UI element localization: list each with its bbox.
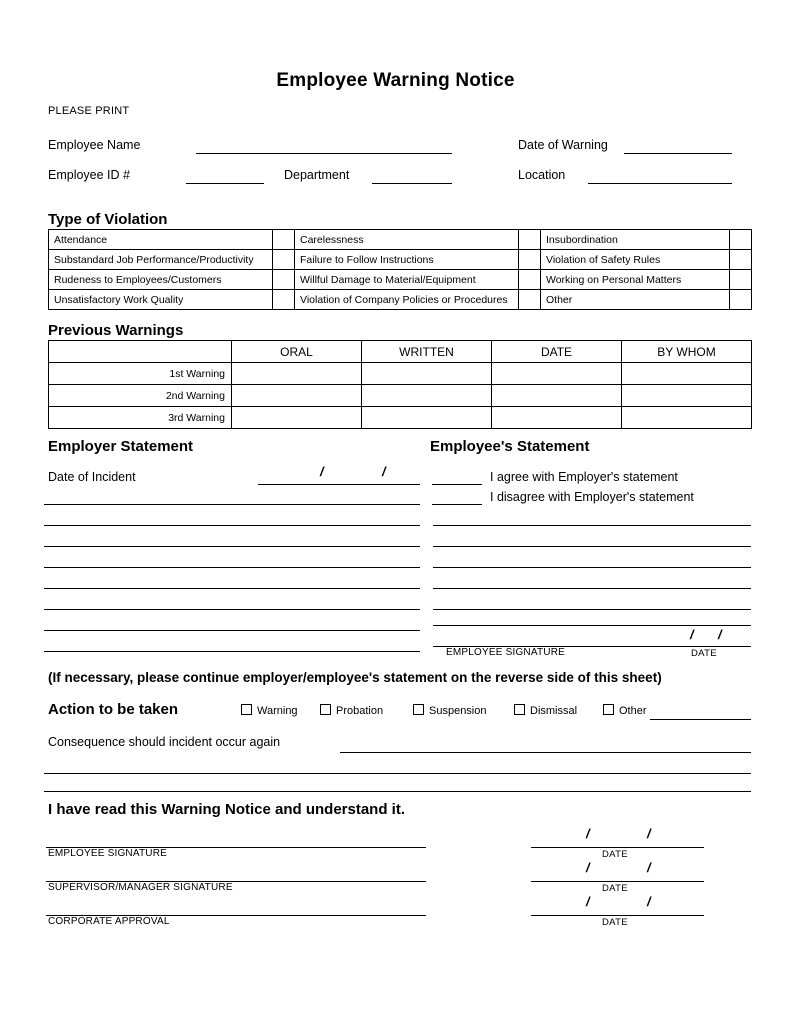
warnings-col-date: DATE	[492, 341, 622, 363]
location-label: Location	[518, 168, 566, 182]
date-slash-icon: /	[586, 860, 590, 875]
violation-checkbox-other[interactable]	[730, 290, 752, 310]
action-option-label: Other	[619, 705, 647, 717]
date-slash-icon: /	[647, 894, 651, 909]
date-slash-icon: /	[647, 860, 651, 875]
warning-bywhom-cell[interactable]	[622, 385, 752, 407]
warning-written-cell[interactable]	[362, 407, 492, 429]
violation-label: Unsatisfactory Work Quality	[49, 290, 273, 310]
date-slash-icon: /	[382, 464, 386, 479]
corporate-approval-date-caption: DATE	[602, 917, 628, 928]
employee-name-input[interactable]	[196, 153, 452, 154]
action-option-dismissal[interactable]	[514, 704, 577, 717]
table-row	[49, 250, 752, 270]
date-slash-icon: /	[586, 826, 590, 841]
page-title: Employee Warning Notice	[276, 70, 515, 91]
warning-oral-cell[interactable]	[232, 385, 362, 407]
violation-heading: Type of Violation	[48, 211, 168, 228]
warning-row-label: 1st Warning	[49, 363, 232, 385]
violation-checkbox-willful-damage[interactable]	[519, 270, 541, 290]
date-slash-icon: /	[647, 826, 651, 841]
violation-label: Attendance	[49, 230, 273, 250]
corporate-approval-caption: CORPORATE APPROVAL	[48, 916, 170, 927]
warning-bywhom-cell[interactable]	[622, 407, 752, 429]
violation-label: Insubordination	[541, 230, 730, 250]
warning-date-cell[interactable]	[492, 407, 622, 429]
action-other-input[interactable]	[650, 719, 751, 720]
employer-statement-line[interactable]	[44, 609, 420, 610]
violation-label: Willful Damage to Material/Equipment	[295, 270, 519, 290]
action-option-label: Dismissal	[530, 705, 578, 717]
warning-oral-cell[interactable]	[232, 407, 362, 429]
consequence-label: Consequence should incident occur again	[48, 735, 281, 749]
action-heading: Action to be taken	[48, 701, 179, 718]
violation-checkbox-rudeness[interactable]	[273, 270, 295, 290]
acknowledgement-heading: I have read this Warning Notice and understand it.	[48, 801, 405, 818]
violation-label: Rudeness to Employees/Customers	[49, 270, 273, 290]
violation-checkbox-company-policies[interactable]	[519, 290, 541, 310]
department-input[interactable]	[372, 183, 452, 184]
warning-written-cell[interactable]	[362, 363, 492, 385]
table-row	[49, 407, 752, 429]
date-of-warning-label: Date of Warning	[518, 138, 608, 152]
warning-date-cell[interactable]	[492, 385, 622, 407]
checkbox-icon[interactable]	[241, 704, 252, 715]
please-print-note: PLEASE PRINT	[48, 105, 130, 117]
warnings-col-oral: ORAL	[232, 341, 362, 363]
violation-label: Carelessness	[295, 230, 519, 250]
date-slash-icon: /	[718, 627, 722, 642]
date-slash-icon: /	[690, 627, 694, 642]
employee-statement-line[interactable]	[433, 525, 751, 526]
employee-signature-caption: EMPLOYEE SIGNATURE	[48, 848, 167, 859]
employee-id-input[interactable]	[186, 183, 264, 184]
date-of-warning-input[interactable]	[624, 153, 732, 154]
warning-row-label: 3rd Warning	[49, 407, 232, 429]
warning-oral-cell[interactable]	[232, 363, 362, 385]
violation-checkbox-insubordination[interactable]	[730, 230, 752, 250]
department-label: Department	[284, 168, 350, 182]
violation-label: Other	[541, 290, 730, 310]
checkbox-icon[interactable]	[413, 704, 424, 715]
violation-label: Working on Personal Matters	[541, 270, 730, 290]
violation-label: Violation of Company Policies or Procedures	[295, 290, 519, 310]
disagree-label: I disagree with Employer's statement	[490, 490, 694, 504]
warning-written-cell[interactable]	[362, 385, 492, 407]
warnings-col-blank	[49, 341, 232, 363]
warnings-col-by-whom: BY WHOM	[622, 341, 752, 363]
action-option-label: Probation	[336, 705, 384, 717]
action-option-other[interactable]	[603, 704, 647, 717]
action-option-warning[interactable]	[241, 704, 298, 717]
supervisor-signature-date-line[interactable]	[531, 881, 704, 882]
violation-label: Violation of Safety Rules	[541, 250, 730, 270]
date-slash-icon: /	[320, 464, 324, 479]
violation-label: Substandard Job Performance/Productivity	[49, 250, 273, 270]
action-option-label: Suspension	[429, 705, 487, 717]
violation-checkbox-failure-to-follow-instructions[interactable]	[519, 250, 541, 270]
employee-statement-line[interactable]	[433, 625, 751, 626]
employer-statement-heading: Employer Statement	[48, 438, 194, 455]
checkbox-icon[interactable]	[514, 704, 525, 715]
employer-statement-line[interactable]	[44, 567, 420, 568]
employee-statement-heading: Employee's Statement	[430, 438, 590, 455]
table-row	[49, 230, 752, 250]
violation-checkbox-safety-rules[interactable]	[730, 250, 752, 270]
consequence-line[interactable]	[44, 791, 751, 792]
employee-name-label: Employee Name	[48, 138, 141, 152]
violation-checkbox-attendance[interactable]	[273, 230, 295, 250]
continue-note: (If necessary, please continue employer/employee's statement on the reverse side of this sheet)	[48, 670, 662, 685]
date-of-incident-label: Date of Incident	[48, 470, 136, 484]
employee-id-label: Employee ID #	[48, 168, 130, 182]
employee-signature-date-caption: DATE	[602, 849, 628, 860]
employer-statement-line[interactable]	[44, 651, 420, 652]
agree-input[interactable]	[432, 484, 482, 485]
consequence-line[interactable]	[44, 773, 751, 774]
disagree-input[interactable]	[432, 504, 482, 505]
date-slash-icon: /	[586, 894, 590, 909]
employee-signature-caption: EMPLOYEE SIGNATURE	[446, 647, 565, 658]
table-row	[49, 270, 752, 290]
warnings-col-written: WRITTEN	[362, 341, 492, 363]
action-option-label: Warning	[257, 705, 298, 717]
employee-statement-line[interactable]	[433, 546, 751, 547]
consequence-input[interactable]	[340, 752, 751, 753]
supervisor-signature-date-caption: DATE	[602, 883, 628, 894]
table-row	[49, 363, 752, 385]
warning-date-cell[interactable]	[492, 363, 622, 385]
table-row	[49, 385, 752, 407]
action-option-probation[interactable]	[320, 704, 383, 717]
table-header-row	[49, 341, 752, 363]
checkbox-icon[interactable]	[603, 704, 614, 715]
location-input[interactable]	[588, 183, 732, 184]
warning-bywhom-cell[interactable]	[622, 363, 752, 385]
warning-row-label: 2nd Warning	[49, 385, 232, 407]
agree-label: I agree with Employer's statement	[490, 470, 678, 484]
employer-statement-line[interactable]	[44, 588, 420, 589]
employee-statement-line[interactable]	[433, 567, 751, 568]
violation-table	[48, 229, 752, 310]
violation-checkbox-work-quality[interactable]	[273, 290, 295, 310]
employee-statement-line[interactable]	[433, 588, 751, 589]
violation-checkbox-personal-matters[interactable]	[730, 270, 752, 290]
checkbox-icon[interactable]	[320, 704, 331, 715]
employer-statement-line[interactable]	[44, 525, 420, 526]
table-row	[49, 290, 752, 310]
corporate-approval-date-line[interactable]	[531, 915, 704, 916]
employee-signature-date-line[interactable]	[531, 847, 704, 848]
supervisor-signature-caption: SUPERVISOR/MANAGER SIGNATURE	[48, 882, 233, 893]
violation-checkbox-carelessness[interactable]	[519, 230, 541, 250]
employer-statement-line[interactable]	[44, 504, 420, 505]
action-option-suspension[interactable]	[413, 704, 487, 717]
previous-warnings-heading: Previous Warnings	[48, 322, 184, 339]
previous-warnings-table	[48, 340, 752, 429]
date-of-incident-input[interactable]	[258, 484, 420, 485]
employee-statement-line[interactable]	[433, 609, 751, 610]
violation-checkbox-substandard-performance[interactable]	[273, 250, 295, 270]
employer-statement-line[interactable]	[44, 630, 420, 631]
violation-label: Failure to Follow Instructions	[295, 250, 519, 270]
employer-statement-line[interactable]	[44, 546, 420, 547]
employee-signature-date-caption: DATE	[691, 648, 717, 659]
